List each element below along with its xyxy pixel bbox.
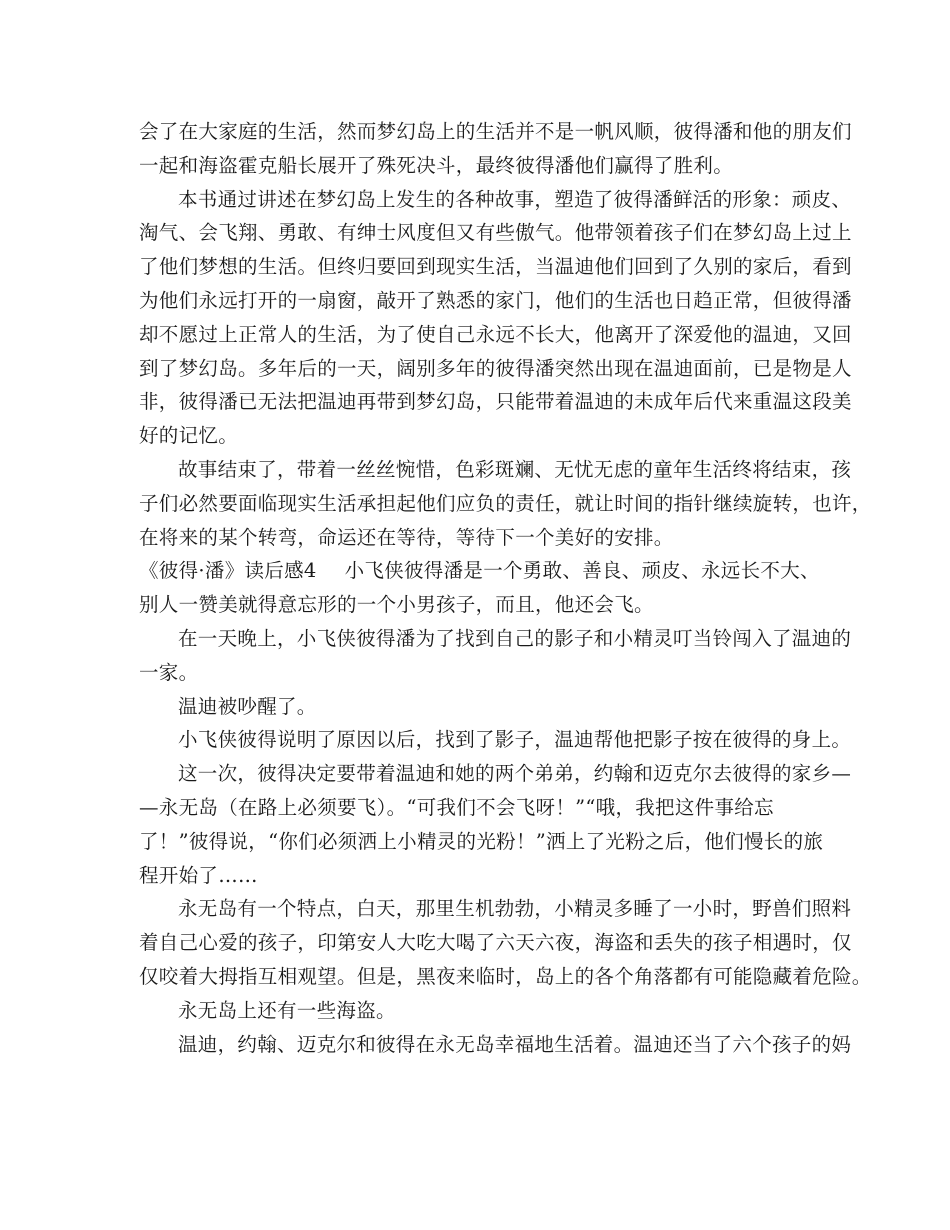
text-line: 了！”彼得说，“你们必须洒上小精灵的光粉！”洒上了光粉之后，他们慢长的旅 xyxy=(139,829,824,853)
text-line: 到了梦幻岛。多年后的一天，阔别多年的彼得潘突然出现在温迪面前，已是物是人 xyxy=(139,356,852,380)
text-line: 永无岛有一个特点，白天，那里生机勃勃，小精灵多睡了一小时，野兽们照料 xyxy=(178,897,852,921)
section-heading-rest: 小飞侠彼得潘是一个勇敢、善良、顽皮、永远长不大、 xyxy=(344,559,820,583)
text-line: 好的记忆。 xyxy=(139,424,239,448)
text-line: 程开始了…… xyxy=(139,863,258,887)
text-line: 这一次，彼得决定要带着温迪和她的两个弟弟，约翰和迈克尔去彼得的家乡— xyxy=(178,762,852,786)
text-line: 一起和海盗霍克船长展开了殊死决斗，最终彼得潘他们赢得了胜利。 xyxy=(139,153,734,177)
text-line: 故事结束了，带着一丝丝惋惜，色彩斑斓、无忧无虑的童年生活终将结束，孩 xyxy=(178,457,852,481)
text-line: —永无岛（在路上必须要飞）。“可我们不会飞呀！”“哦，我把这件事给忘 xyxy=(139,795,774,819)
text-line: 着自己心爱的孩子，印第安人大吃大喝了六天六夜，海盗和丢失的孩子相遇时，仅 xyxy=(139,931,852,955)
text-line: 淘气、会飞翔、勇敢、有绅士风度但又有些傲气。他带领着孩子们在梦幻岛上过上 xyxy=(139,221,852,245)
text-line: 在将来的某个转弯，命运还在等待，等待下一个美好的安排。 xyxy=(139,525,674,549)
text-lines-after xyxy=(139,588,872,1061)
text-line: 小飞侠彼得说明了原因以后，找到了影子，温迪帮他把影子按在彼得的身上。 xyxy=(178,728,852,752)
text-line: 永无岛上还有一些海盗。 xyxy=(178,998,396,1022)
text-line: 别人一赞美就得意忘形的一个小男孩子，而且，他还会飞。 xyxy=(139,593,654,617)
text-line: 却不愿过上正常人的生活，为了使自己永远不长大，他离开了深爱他的温迪，又回 xyxy=(139,322,852,346)
text-line: 在一天晚上，小飞侠彼得潘为了找到自己的影子和小精灵叮当铃闯入了温迪的 xyxy=(178,626,852,650)
section-heading-title: 《彼得·潘》读后感4 xyxy=(139,559,317,583)
text-line: 会了在大家庭的生活，然而梦幻岛上的生活并不是一帆风顺，彼得潘和他的朋友们 xyxy=(139,120,852,143)
text-line: 非，彼得潘已无法把温迪再带到梦幻岛，只能带着温迪的未成年后代来重温这段美 xyxy=(139,390,852,414)
text-line: 子们必然要面临现实生活承担起他们应负的责任，就让时间的指针继续旋转，也许， xyxy=(139,491,872,515)
text-line: 温迪，约翰、迈克尔和彼得在永无岛幸福地生活着。温迪还当了六个孩子的妈 xyxy=(178,1032,852,1056)
section-heading-line xyxy=(139,554,829,588)
text-line: 本书通过讲述在梦幻岛上发生的各种故事，塑造了彼得潘鲜活的形象：顽皮、 xyxy=(178,187,852,211)
document-body xyxy=(139,115,872,1061)
text-lines-before xyxy=(139,115,872,554)
text-line: 温迪被吵醒了。 xyxy=(178,694,317,718)
text-line: 为他们永远打开的一扇窗，敲开了熟悉的家门，他们的生活也日趋正常，但彼得潘 xyxy=(139,288,852,312)
text-line: 一家。 xyxy=(139,660,199,684)
text-line: 了他们梦想的生活。但终归要回到现实生活，当温迪他们回到了久别的家后，看到 xyxy=(139,255,852,279)
text-line: 仅咬着大拇指互相观望。但是，黑夜来临时，岛上的各个角落都有可能隐藏着危险。 xyxy=(139,964,872,988)
